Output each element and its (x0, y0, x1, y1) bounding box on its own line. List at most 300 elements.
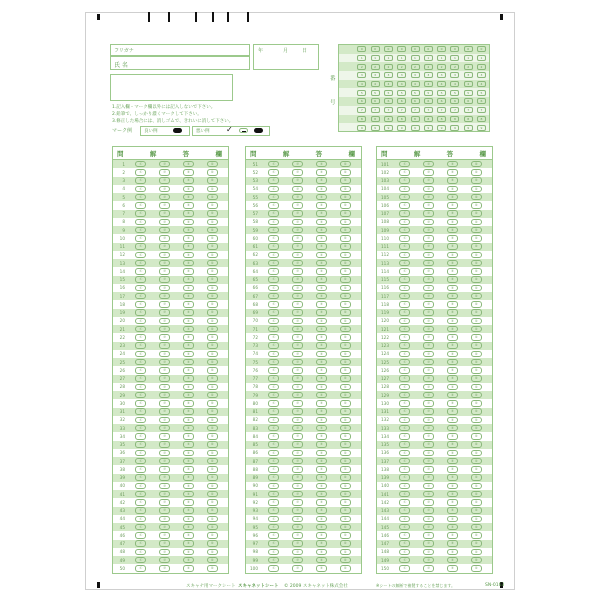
choice-bubble[interactable]: ① (268, 375, 279, 382)
id-bubble[interactable]: 7 (477, 107, 486, 113)
choice-bubble[interactable]: ④ (471, 177, 482, 184)
choice-bubble[interactable]: ③ (447, 375, 458, 382)
choice-bubble[interactable]: ① (135, 392, 146, 399)
choice-bubble[interactable]: ① (135, 507, 146, 514)
choice-bubble[interactable]: ② (159, 384, 170, 391)
choice-bubble[interactable]: ③ (183, 375, 194, 382)
choice-bubble[interactable]: ③ (183, 243, 194, 250)
choice-bubble[interactable]: ③ (183, 450, 194, 457)
choice-bubble[interactable]: ② (159, 326, 170, 333)
choice-bubble[interactable]: ② (159, 433, 170, 440)
choice-bubble[interactable]: ① (268, 194, 279, 201)
choice-bubble[interactable]: ④ (207, 532, 218, 539)
choice-bubble[interactable]: ① (135, 417, 146, 424)
id-bubble[interactable]: 7 (450, 107, 459, 113)
choice-bubble[interactable]: ③ (316, 375, 327, 382)
choice-bubble[interactable]: ③ (183, 318, 194, 325)
choice-bubble[interactable]: ① (268, 425, 279, 432)
choice-bubble[interactable]: ② (292, 400, 303, 407)
id-bubble[interactable]: 6 (371, 98, 380, 104)
choice-bubble[interactable]: ① (268, 235, 279, 242)
choice-bubble[interactable]: ① (399, 309, 410, 316)
choice-bubble[interactable]: ② (292, 466, 303, 473)
choice-bubble[interactable]: ① (268, 268, 279, 275)
choice-bubble[interactable]: ③ (316, 425, 327, 432)
choice-bubble[interactable]: ③ (447, 194, 458, 201)
choice-bubble[interactable]: ③ (447, 565, 458, 572)
id-bubble[interactable]: 4 (424, 81, 433, 87)
choice-bubble[interactable]: ④ (471, 375, 482, 382)
choice-bubble[interactable]: ③ (447, 532, 458, 539)
choice-bubble[interactable]: ④ (207, 441, 218, 448)
choice-bubble[interactable]: ① (268, 326, 279, 333)
choice-bubble[interactable]: ④ (207, 549, 218, 556)
id-number-grid[interactable] (338, 44, 490, 132)
choice-bubble[interactable]: ① (399, 375, 410, 382)
id-bubble[interactable]: 9 (357, 125, 366, 131)
choice-bubble[interactable]: ② (292, 549, 303, 556)
choice-bubble[interactable]: ② (159, 359, 170, 366)
name-box[interactable] (110, 56, 250, 70)
choice-bubble[interactable]: ③ (183, 161, 194, 168)
choice-bubble[interactable]: ③ (447, 186, 458, 193)
choice-bubble[interactable]: ④ (207, 516, 218, 523)
choice-bubble[interactable]: ③ (447, 210, 458, 217)
choice-bubble[interactable]: ④ (340, 334, 351, 341)
choice-bubble[interactable]: ① (268, 532, 279, 539)
choice-bubble[interactable]: ① (399, 194, 410, 201)
choice-bubble[interactable]: ④ (340, 169, 351, 176)
id-bubble[interactable]: 3 (437, 72, 446, 78)
choice-bubble[interactable]: ② (423, 425, 434, 432)
choice-bubble[interactable]: ④ (340, 499, 351, 506)
choice-bubble[interactable]: ① (135, 499, 146, 506)
choice-bubble[interactable]: ② (292, 285, 303, 292)
choice-bubble[interactable]: ① (268, 177, 279, 184)
choice-bubble[interactable]: ③ (316, 309, 327, 316)
choice-bubble[interactable]: ② (423, 252, 434, 259)
id-bubble[interactable]: 8 (437, 116, 446, 122)
id-bubble[interactable]: 5 (464, 90, 473, 96)
choice-bubble[interactable]: ③ (183, 441, 194, 448)
choice-bubble[interactable]: ② (292, 499, 303, 506)
id-bubble[interactable]: 1 (411, 55, 420, 61)
choice-bubble[interactable]: ② (423, 194, 434, 201)
choice-bubble[interactable]: ④ (471, 441, 482, 448)
choice-bubble[interactable]: ③ (447, 557, 458, 564)
id-bubble[interactable]: 3 (384, 72, 393, 78)
choice-bubble[interactable]: ① (268, 516, 279, 523)
choice-bubble[interactable]: ④ (471, 565, 482, 572)
id-bubble[interactable]: 7 (384, 107, 393, 113)
choice-bubble[interactable]: ③ (316, 359, 327, 366)
id-bubble[interactable]: 6 (357, 98, 366, 104)
choice-bubble[interactable]: ④ (471, 301, 482, 308)
choice-bubble[interactable]: ④ (471, 499, 482, 506)
choice-bubble[interactable]: ① (399, 549, 410, 556)
choice-bubble[interactable]: ③ (316, 268, 327, 275)
choice-bubble[interactable]: ④ (471, 210, 482, 217)
choice-bubble[interactable]: ① (268, 441, 279, 448)
choice-bubble[interactable]: ③ (447, 351, 458, 358)
id-bubble[interactable]: 9 (424, 125, 433, 131)
choice-bubble[interactable]: ① (399, 483, 410, 490)
choice-bubble[interactable]: ④ (471, 417, 482, 424)
choice-bubble[interactable]: ④ (340, 549, 351, 556)
choice-bubble[interactable]: ④ (207, 202, 218, 209)
choice-bubble[interactable]: ② (423, 466, 434, 473)
choice-bubble[interactable]: ③ (316, 285, 327, 292)
choice-bubble[interactable]: ① (135, 524, 146, 531)
choice-bubble[interactable]: ① (135, 285, 146, 292)
choice-bubble[interactable]: ③ (447, 177, 458, 184)
id-bubble[interactable]: 8 (384, 116, 393, 122)
choice-bubble[interactable]: ③ (447, 342, 458, 349)
choice-bubble[interactable]: ④ (340, 516, 351, 523)
choice-bubble[interactable]: ② (423, 450, 434, 457)
choice-bubble[interactable]: ① (399, 433, 410, 440)
id-bubble[interactable]: 2 (397, 64, 406, 70)
choice-bubble[interactable]: ① (399, 260, 410, 267)
choice-bubble[interactable]: ③ (183, 392, 194, 399)
choice-bubble[interactable]: ③ (447, 417, 458, 424)
choice-bubble[interactable]: ③ (183, 491, 194, 498)
choice-bubble[interactable]: ② (423, 375, 434, 382)
choice-bubble[interactable]: ③ (183, 408, 194, 415)
choice-bubble[interactable]: ④ (471, 243, 482, 250)
choice-bubble[interactable]: ④ (340, 243, 351, 250)
choice-bubble[interactable]: ② (159, 169, 170, 176)
choice-bubble[interactable]: ③ (316, 202, 327, 209)
choice-bubble[interactable]: ① (135, 161, 146, 168)
choice-bubble[interactable]: ① (135, 210, 146, 217)
choice-bubble[interactable]: ③ (316, 507, 327, 514)
choice-bubble[interactable]: ④ (471, 186, 482, 193)
choice-bubble[interactable]: ② (159, 417, 170, 424)
choice-bubble[interactable]: ④ (340, 235, 351, 242)
choice-bubble[interactable]: ④ (471, 483, 482, 490)
choice-bubble[interactable]: ③ (183, 516, 194, 523)
choice-bubble[interactable]: ① (135, 384, 146, 391)
choice-bubble[interactable]: ③ (183, 252, 194, 259)
choice-bubble[interactable]: ② (292, 177, 303, 184)
choice-bubble[interactable]: ③ (316, 260, 327, 267)
choice-bubble[interactable]: ④ (340, 524, 351, 531)
choice-bubble[interactable]: ② (423, 458, 434, 465)
choice-bubble[interactable]: ③ (447, 334, 458, 341)
id-bubble[interactable]: 0 (397, 46, 406, 52)
choice-bubble[interactable]: ② (159, 293, 170, 300)
choice-bubble[interactable]: ② (159, 441, 170, 448)
choice-bubble[interactable]: ① (135, 359, 146, 366)
choice-bubble[interactable]: ① (268, 392, 279, 399)
choice-bubble[interactable]: ① (268, 507, 279, 514)
choice-bubble[interactable]: ② (423, 227, 434, 234)
choice-bubble[interactable]: ④ (471, 516, 482, 523)
choice-bubble[interactable]: ① (135, 194, 146, 201)
choice-bubble[interactable]: ① (399, 417, 410, 424)
choice-bubble[interactable]: ② (423, 260, 434, 267)
choice-bubble[interactable]: ③ (316, 392, 327, 399)
choice-bubble[interactable]: ③ (316, 194, 327, 201)
id-bubble[interactable]: 1 (371, 55, 380, 61)
choice-bubble[interactable]: ④ (207, 285, 218, 292)
choice-bubble[interactable]: ④ (340, 408, 351, 415)
id-bubble[interactable]: 5 (357, 90, 366, 96)
choice-bubble[interactable]: ② (159, 342, 170, 349)
choice-bubble[interactable]: ③ (316, 441, 327, 448)
choice-bubble[interactable]: ② (159, 177, 170, 184)
choice-bubble[interactable]: ④ (340, 400, 351, 407)
choice-bubble[interactable]: ① (135, 227, 146, 234)
answer-column-3[interactable] (376, 146, 493, 574)
choice-bubble[interactable]: ③ (183, 359, 194, 366)
choice-bubble[interactable]: ② (159, 351, 170, 358)
choice-bubble[interactable]: ② (423, 400, 434, 407)
id-bubble[interactable]: 8 (397, 116, 406, 122)
choice-bubble[interactable]: ① (399, 161, 410, 168)
choice-bubble[interactable]: ④ (340, 285, 351, 292)
id-bubble[interactable]: 5 (397, 90, 406, 96)
choice-bubble[interactable]: ① (268, 384, 279, 391)
choice-bubble[interactable]: ① (135, 491, 146, 498)
choice-bubble[interactable]: ③ (183, 384, 194, 391)
choice-bubble[interactable]: ② (423, 219, 434, 226)
choice-bubble[interactable]: ④ (471, 342, 482, 349)
choice-bubble[interactable]: ④ (207, 210, 218, 217)
choice-bubble[interactable]: ① (399, 318, 410, 325)
choice-bubble[interactable]: ④ (471, 351, 482, 358)
choice-bubble[interactable]: ② (423, 169, 434, 176)
choice-bubble[interactable]: ② (423, 483, 434, 490)
choice-bubble[interactable]: ① (268, 243, 279, 250)
choice-bubble[interactable]: ④ (340, 474, 351, 481)
choice-bubble[interactable]: ② (159, 499, 170, 506)
choice-bubble[interactable]: ① (399, 334, 410, 341)
choice-bubble[interactable]: ② (423, 359, 434, 366)
id-bubble[interactable]: 6 (424, 98, 433, 104)
choice-bubble[interactable]: ④ (340, 557, 351, 564)
id-bubble[interactable]: 5 (384, 90, 393, 96)
choice-bubble[interactable]: ① (399, 458, 410, 465)
choice-bubble[interactable]: ④ (207, 425, 218, 432)
choice-bubble[interactable]: ③ (316, 499, 327, 506)
choice-bubble[interactable]: ④ (207, 219, 218, 226)
choice-bubble[interactable]: ④ (471, 532, 482, 539)
choice-bubble[interactable]: ① (268, 342, 279, 349)
choice-bubble[interactable]: ④ (207, 243, 218, 250)
choice-bubble[interactable]: ① (135, 540, 146, 547)
choice-bubble[interactable]: ② (159, 161, 170, 168)
choice-bubble[interactable]: ④ (471, 540, 482, 547)
choice-bubble[interactable]: ③ (447, 466, 458, 473)
choice-bubble[interactable]: ② (423, 549, 434, 556)
id-bubble[interactable]: 4 (357, 81, 366, 87)
choice-bubble[interactable]: ④ (471, 285, 482, 292)
choice-bubble[interactable]: ③ (447, 392, 458, 399)
choice-bubble[interactable]: ④ (471, 408, 482, 415)
choice-bubble[interactable]: ① (135, 532, 146, 539)
choice-bubble[interactable]: ③ (447, 227, 458, 234)
choice-bubble[interactable]: ③ (447, 169, 458, 176)
choice-bubble[interactable]: ④ (340, 177, 351, 184)
choice-bubble[interactable]: ① (399, 243, 410, 250)
choice-bubble[interactable]: ① (268, 417, 279, 424)
choice-bubble[interactable]: ② (423, 351, 434, 358)
choice-bubble[interactable]: ① (268, 540, 279, 547)
choice-bubble[interactable]: ③ (316, 532, 327, 539)
choice-bubble[interactable]: ② (159, 367, 170, 374)
choice-bubble[interactable]: ③ (316, 417, 327, 424)
id-bubble[interactable]: 8 (424, 116, 433, 122)
id-bubble[interactable]: 9 (477, 125, 486, 131)
choice-bubble[interactable]: ① (268, 186, 279, 193)
choice-bubble[interactable]: ③ (447, 219, 458, 226)
choice-bubble[interactable]: ④ (207, 400, 218, 407)
id-bubble[interactable]: 6 (477, 98, 486, 104)
id-bubble[interactable]: 6 (450, 98, 459, 104)
choice-bubble[interactable]: ④ (207, 565, 218, 572)
id-bubble[interactable]: 4 (464, 81, 473, 87)
choice-bubble[interactable]: ① (135, 474, 146, 481)
choice-bubble[interactable]: ② (292, 227, 303, 234)
choice-bubble[interactable]: ② (159, 276, 170, 283)
choice-bubble[interactable]: ② (423, 326, 434, 333)
choice-bubble[interactable]: ② (423, 210, 434, 217)
choice-bubble[interactable]: ② (292, 342, 303, 349)
id-bubble[interactable]: 0 (411, 46, 420, 52)
id-bubble[interactable]: 7 (357, 107, 366, 113)
choice-bubble[interactable]: ② (292, 532, 303, 539)
choice-bubble[interactable]: ④ (340, 375, 351, 382)
choice-bubble[interactable]: ② (292, 260, 303, 267)
choice-bubble[interactable]: ③ (183, 285, 194, 292)
choice-bubble[interactable]: ② (159, 516, 170, 523)
choice-bubble[interactable]: ③ (183, 210, 194, 217)
choice-bubble[interactable]: ② (292, 161, 303, 168)
choice-bubble[interactable]: ① (268, 491, 279, 498)
choice-bubble[interactable]: ④ (207, 194, 218, 201)
choice-bubble[interactable]: ② (159, 268, 170, 275)
choice-bubble[interactable]: ③ (316, 516, 327, 523)
choice-bubble[interactable]: ② (423, 499, 434, 506)
choice-bubble[interactable]: ① (135, 334, 146, 341)
choice-bubble[interactable]: ② (292, 507, 303, 514)
choice-bubble[interactable]: ④ (340, 540, 351, 547)
choice-bubble[interactable]: ④ (207, 351, 218, 358)
choice-bubble[interactable]: ④ (340, 450, 351, 457)
id-bubble[interactable]: 3 (450, 72, 459, 78)
choice-bubble[interactable]: ④ (340, 483, 351, 490)
choice-bubble[interactable]: ④ (340, 392, 351, 399)
choice-bubble[interactable]: ① (135, 326, 146, 333)
choice-bubble[interactable]: ② (292, 276, 303, 283)
choice-bubble[interactable]: ② (292, 169, 303, 176)
choice-bubble[interactable]: ① (268, 202, 279, 209)
choice-bubble[interactable]: ① (399, 524, 410, 531)
choice-bubble[interactable]: ④ (340, 309, 351, 316)
choice-bubble[interactable]: ② (159, 194, 170, 201)
choice-bubble[interactable]: ② (292, 235, 303, 242)
choice-bubble[interactable]: ③ (183, 433, 194, 440)
choice-bubble[interactable]: ① (135, 186, 146, 193)
choice-bubble[interactable]: ① (135, 408, 146, 415)
choice-bubble[interactable]: ② (292, 202, 303, 209)
choice-bubble[interactable]: ③ (183, 268, 194, 275)
choice-bubble[interactable]: ④ (207, 450, 218, 457)
choice-bubble[interactable]: ① (399, 210, 410, 217)
choice-bubble[interactable]: ② (423, 367, 434, 374)
choice-bubble[interactable]: ① (399, 367, 410, 374)
choice-bubble[interactable]: ② (423, 524, 434, 531)
choice-bubble[interactable]: ④ (207, 417, 218, 424)
choice-bubble[interactable]: ③ (316, 334, 327, 341)
id-bubble[interactable]: 3 (397, 72, 406, 78)
choice-bubble[interactable]: ③ (316, 466, 327, 473)
choice-bubble[interactable]: ② (292, 318, 303, 325)
choice-bubble[interactable]: ② (423, 516, 434, 523)
choice-bubble[interactable]: ① (268, 557, 279, 564)
choice-bubble[interactable]: ④ (471, 227, 482, 234)
choice-bubble[interactable]: ④ (471, 334, 482, 341)
choice-bubble[interactable]: ② (292, 301, 303, 308)
choice-bubble[interactable]: ① (399, 186, 410, 193)
choice-bubble[interactable]: ① (399, 276, 410, 283)
choice-bubble[interactable]: ① (268, 408, 279, 415)
choice-bubble[interactable]: ① (399, 252, 410, 259)
id-bubble[interactable]: 3 (371, 72, 380, 78)
choice-bubble[interactable]: ② (292, 326, 303, 333)
id-bubble[interactable]: 7 (424, 107, 433, 113)
choice-bubble[interactable]: ② (423, 243, 434, 250)
choice-bubble[interactable]: ① (399, 474, 410, 481)
choice-bubble[interactable]: ④ (340, 532, 351, 539)
choice-bubble[interactable]: ② (292, 309, 303, 316)
choice-bubble[interactable]: ④ (471, 450, 482, 457)
choice-bubble[interactable]: ③ (447, 243, 458, 250)
choice-bubble[interactable]: ① (268, 169, 279, 176)
choice-bubble[interactable]: ① (135, 367, 146, 374)
choice-bubble[interactable]: ④ (471, 293, 482, 300)
id-bubble[interactable]: 5 (477, 90, 486, 96)
id-bubble[interactable]: 8 (411, 116, 420, 122)
choice-bubble[interactable]: ④ (471, 252, 482, 259)
choice-bubble[interactable]: ② (159, 334, 170, 341)
id-bubble[interactable]: 4 (384, 81, 393, 87)
id-bubble[interactable]: 2 (384, 64, 393, 70)
choice-bubble[interactable]: ① (399, 450, 410, 457)
id-bubble[interactable]: 9 (411, 125, 420, 131)
choice-bubble[interactable]: ③ (447, 359, 458, 366)
choice-bubble[interactable]: ① (399, 466, 410, 473)
id-bubble[interactable]: 3 (464, 72, 473, 78)
choice-bubble[interactable]: ② (423, 309, 434, 316)
choice-bubble[interactable]: ③ (316, 186, 327, 193)
id-bubble[interactable]: 7 (464, 107, 473, 113)
choice-bubble[interactable]: ① (135, 557, 146, 564)
choice-bubble[interactable]: ① (268, 309, 279, 316)
choice-bubble[interactable]: ③ (447, 367, 458, 374)
choice-bubble[interactable]: ④ (207, 293, 218, 300)
choice-bubble[interactable]: ① (399, 491, 410, 498)
choice-bubble[interactable]: ④ (340, 276, 351, 283)
choice-bubble[interactable]: ④ (471, 309, 482, 316)
id-bubble[interactable]: 8 (357, 116, 366, 122)
choice-bubble[interactable]: ② (159, 202, 170, 209)
choice-bubble[interactable]: ② (159, 227, 170, 234)
choice-bubble[interactable]: ② (159, 301, 170, 308)
choice-bubble[interactable]: ④ (207, 326, 218, 333)
